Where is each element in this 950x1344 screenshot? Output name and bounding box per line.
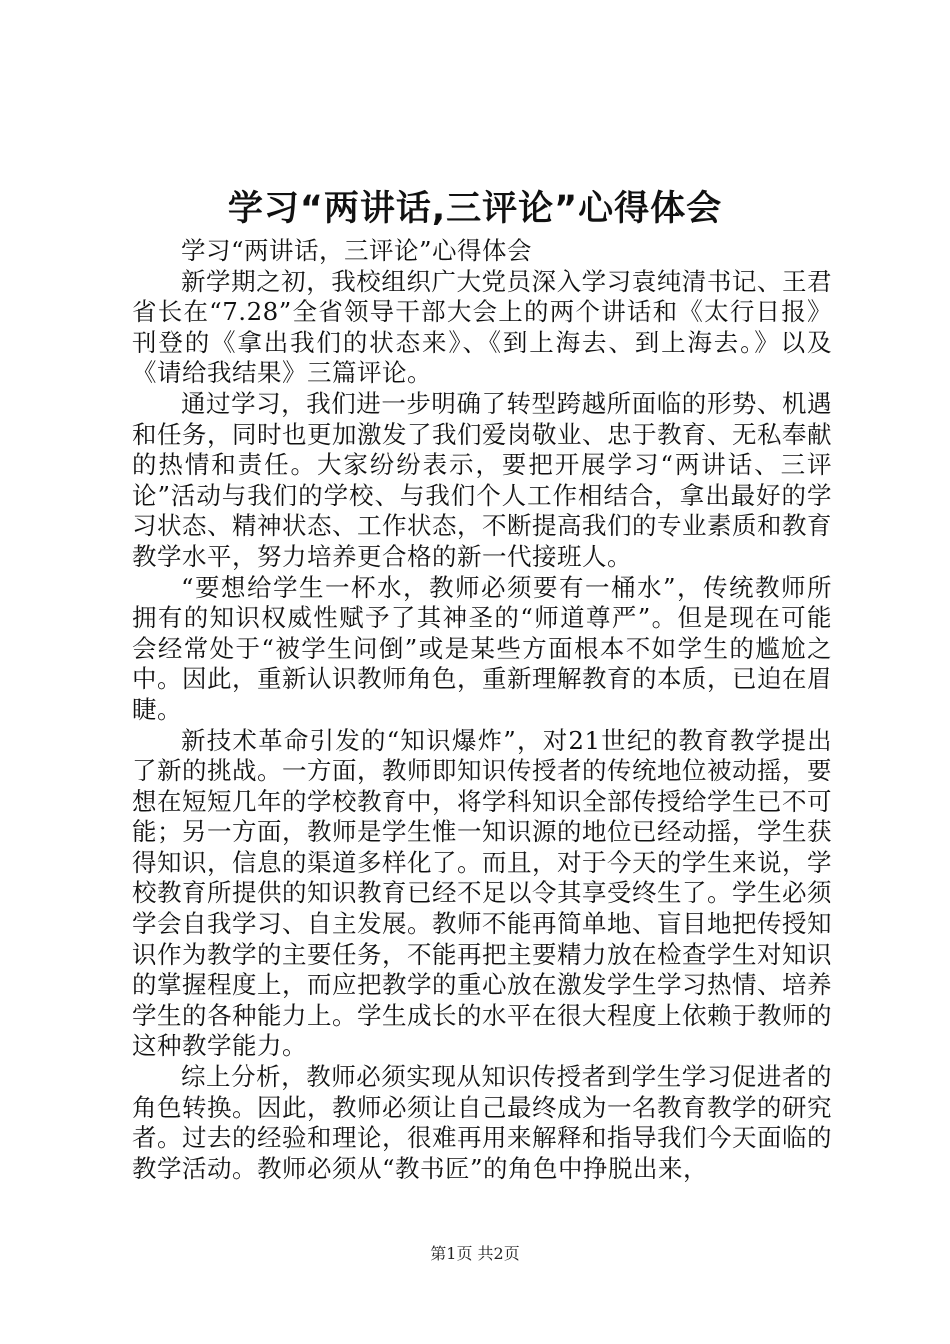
document-title: 学习“两讲话,三评论”心得体会 [227,189,723,229]
paragraph-conclusion: 综上分析，教师必须实现从知识传授者到学生学习促进者的角色转换。因此，教师必须让自己最终成为一名教育教学的研究者。过去的经验和理论，很难再用来解释和指导我们今天面临的教学活动。教师必须从“教书匠”的角色中挣脱出来， [132,1062,832,1183]
document-body [132,236,832,1184]
paragraph-teacher-authority: “要想给学生一杯水，教师必须要有一桶水”，传统教师所拥有的知识权威性赋予了其神圣的“师道尊严”。但是现在可能会经常处于“被学生问倒”或是某些方面根本不如学生的尴尬之中。因此，重新认识教师角色，重新理解教育的本质，已迫在眉睫。 [132,572,832,724]
paragraph-heading-repeat: 学习“两讲话，三评论”心得体会 [181,236,533,265]
page-number-footer: 第1页 共2页 [430,1244,520,1263]
paragraph-study-outcome: 通过学习，我们进一步明确了转型跨越所面临的形势、机遇和任务，同时也更加激发了我们爱岗敬业、忠于教育、无私奉献的热情和责任。大家纷纷表示，要把开展学习“两讲话、三评论”活动与我们的学校、与我们个人工作相结合，拿出最好的学习状态、精神状态、工作状态，不断提高我们的专业素质和教育教学水平，努力培养更合格的新一代接班人。 [132,388,832,571]
paragraph-knowledge-explosion: 新技术革命引发的“知识爆炸”，对21世纪的教育教学提出了新的挑战。一方面，教师即知识传授者的传统地位被动摇，要想在短短几年的学校教育中，将学科知识全部传授给学生已不可能；另一方面，教师是学生惟一知识源的地位已经动摇，学生获得知识，信息的渠道多样化了。而且，对于今天的学生来说，学校教育所提供的知识教育已经不足以令其享受终生了。学生必须学会自我学习、自主发展。教师不能再简单地、盲目地把传授知识作为教学的主要任务，不能再把主要精力放在检查学生对知识的掌握程度上，而应把教学的重心放在激发学生学习热情、培养学生的各种能力上。学生成长的水平在很大程度上依赖于教师的这种教学能力。 [132,725,832,1061]
paragraph-intro: 新学期之初，我校组织广大党员深入学习袁纯清书记、王君省长在“7.28”全省领导干部大会上的两个讲话和《太行日报》刊登的《拿出我们的状态来》、《到上海去、到上海去。》以及《请给我结果》三篇评论。 [132,266,832,388]
